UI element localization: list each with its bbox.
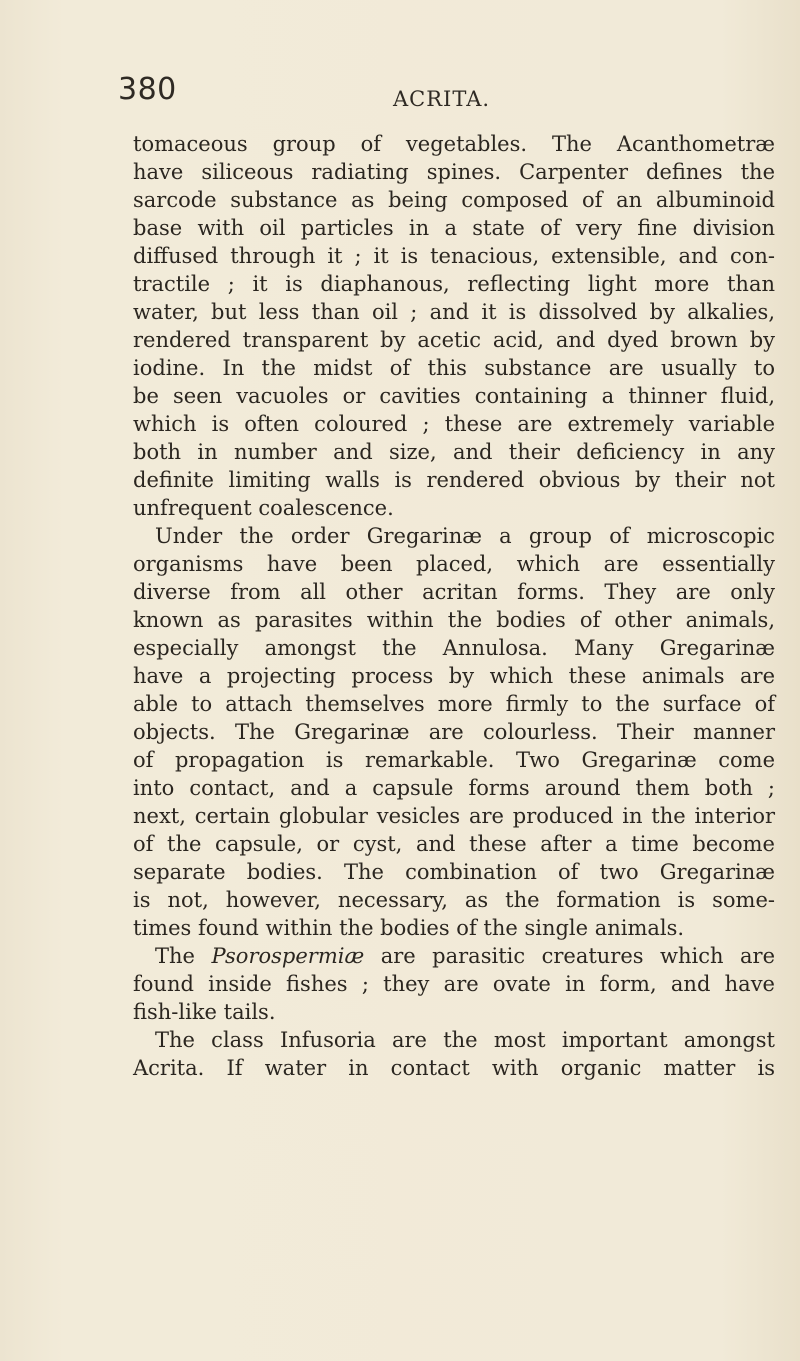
text-line: fish-like tails. — [133, 1000, 276, 1024]
text-line: especially amongst the Annulosa. Many Gregarinæ — [133, 636, 775, 660]
text-line: Acrita. If water in contact with organic matter is — [133, 1056, 775, 1080]
text-line: diverse from all other acritan forms. They are only — [133, 580, 775, 604]
text-line: both in number and size, and their deficiency in any — [133, 440, 775, 464]
text-line: times found within the bodies of the single animals. — [133, 916, 685, 940]
text-line: tractile ; it is diaphanous, reflecting light more than — [133, 272, 775, 296]
text-line: known as parasites within the bodies of other animals, — [133, 608, 775, 632]
text-line: which is often coloured ; these are extremely variable — [133, 412, 775, 436]
text-line: is not, however, necessary, as the formation is some- — [133, 888, 775, 912]
text-fragment: are parasitic creatures which are — [380, 944, 776, 968]
text-line: diffused through it ; it is tenacious, extensible, and con- — [133, 244, 775, 268]
text-line: separate bodies. The combination of two Gregarinæ — [133, 860, 775, 884]
running-head: ACRITA. — [393, 87, 491, 111]
text-line: definite limiting walls is rendered obvious by their not — [133, 468, 775, 492]
text-line: iodine. In the midst of this substance are usually to — [133, 356, 775, 380]
text-line: organisms have been placed, which are essentially — [133, 552, 775, 576]
text-line: unfrequent coalescence. — [133, 496, 394, 520]
text-line: tomaceous group of vegetables. The Acanthometræ — [133, 132, 775, 156]
text-line: rendered transparent by acetic acid, and dyed brown by — [133, 328, 775, 352]
body-text — [133, 130, 775, 1082]
text-line: able to attach themselves more firmly to the surface of — [133, 692, 775, 716]
text-line: sarcode substance as being composed of an albuminoid — [133, 188, 775, 212]
text-line: next, certain globular vesicles are produced in the interior — [133, 804, 775, 828]
italic-term: Psorospermiæ — [211, 944, 365, 968]
text-line — [133, 942, 775, 970]
text-line: have a projecting process by which these animals are — [133, 664, 775, 688]
text-line: have siliceous radiating spines. Carpenter defines the — [133, 160, 775, 184]
text-line: Under the order Gregarinæ a group of microscopic — [155, 524, 775, 548]
text-line: water, but less than oil ; and it is dissolved by alkalies, — [133, 300, 775, 324]
text-line: be seen vacuoles or cavities containing a thinner fluid, — [133, 384, 775, 408]
text-line: objects. The Gregarinæ are colourless. Their manner — [133, 720, 775, 744]
text-line: of the capsule, or cyst, and these after a time become — [133, 832, 775, 856]
text-line: base with oil particles in a state of very fine division — [133, 216, 775, 240]
text-line: into contact, and a capsule forms around them both ; — [133, 776, 775, 800]
text-line: found inside fishes ; they are ovate in form, and have — [133, 972, 775, 996]
text-line: of propagation is remarkable. Two Gregarinæ come — [133, 748, 775, 772]
page-number: 380 — [118, 72, 177, 107]
text-fragment: The — [155, 944, 195, 968]
text-line: The class Infusoria are the most important amongst — [155, 1028, 775, 1052]
